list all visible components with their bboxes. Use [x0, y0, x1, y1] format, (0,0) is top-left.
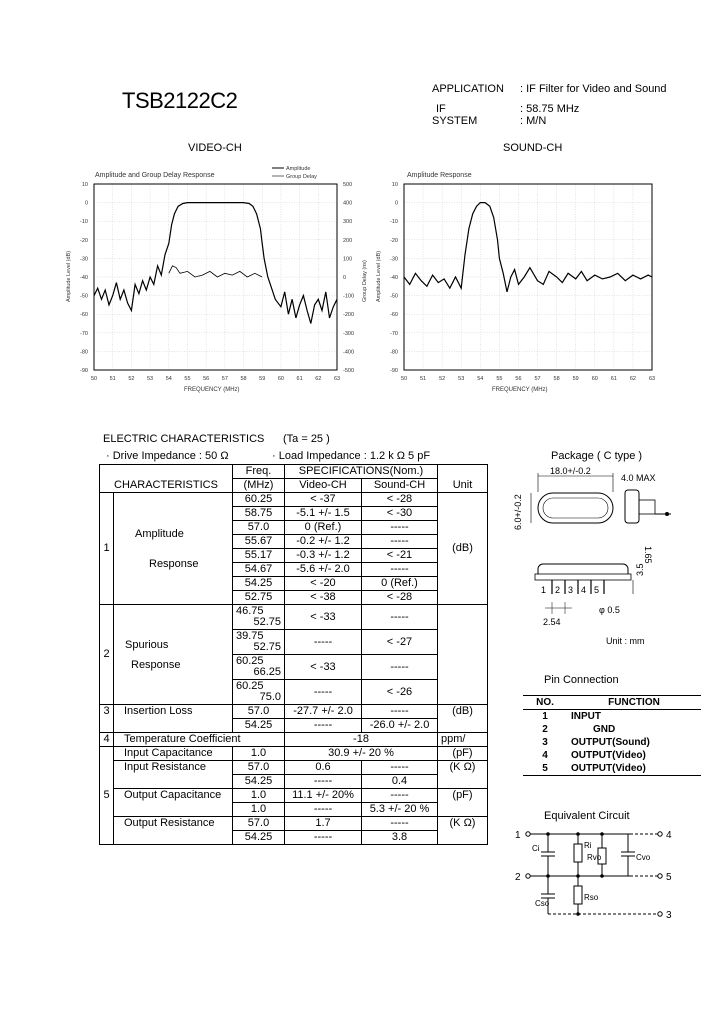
pins-col-function: FUNCTION	[567, 696, 701, 710]
video-chart	[60, 162, 370, 402]
sound-amplitude-line	[404, 203, 652, 292]
node-1-terminal	[526, 832, 530, 836]
x-tick-label: 53	[147, 376, 154, 382]
node-4-terminal	[658, 832, 662, 836]
x-tick-label: 51	[420, 376, 427, 382]
out-cap-f-0: 1.0	[233, 789, 285, 803]
in-res-f-1: 54.25	[233, 775, 285, 789]
dim-length: 18.0+/-0.2	[550, 466, 591, 476]
y2-tick-label: 500	[343, 182, 353, 188]
ins-f-1: 54.25	[233, 719, 285, 733]
amp-f-4: 55.17	[233, 549, 285, 563]
spur-name	[114, 605, 233, 705]
package-side-outline	[625, 490, 639, 523]
amp-s-5: -----	[362, 563, 438, 577]
cvo-label: Cvo	[636, 853, 651, 862]
header-specs: SPECIFICATIONS(Nom.)	[285, 465, 438, 479]
video-chart-grid	[94, 184, 337, 370]
spur-f1-0: 46.75	[236, 605, 264, 617]
spur-f-0	[233, 605, 285, 630]
header-freq: Freq.	[233, 465, 285, 479]
application-label: APPLICATION	[432, 83, 504, 95]
out-res-unit: (K Ω)	[438, 817, 488, 845]
x-tick-label: 57	[221, 376, 228, 382]
amp-v-0: < -37	[285, 493, 362, 507]
amp-no: 1	[100, 493, 114, 605]
spur-no: 2	[100, 605, 114, 705]
y-tick-label: -50	[80, 293, 88, 300]
system-label: SYSTEM	[432, 115, 478, 127]
y-tick-label: -20	[80, 237, 88, 244]
x-tick-label: 58	[553, 376, 560, 382]
y-tick-label: -70	[80, 330, 88, 337]
amp-name-1: Amplitude	[135, 527, 184, 540]
x-tick-label: 57	[534, 376, 541, 382]
amp-v-2: 0 (Ref.)	[285, 521, 362, 535]
amp-s-6: 0 (Ref.)	[362, 577, 438, 591]
spur-f-2	[233, 655, 285, 680]
spur-f2-3: 75.0	[259, 691, 281, 703]
y-tick-label: 10	[391, 182, 398, 188]
in-res-v-0: 0.6	[285, 761, 362, 775]
amp-s-4: < -21	[362, 549, 438, 563]
spur-v-2: < -33	[285, 655, 362, 680]
in-res-v-1: -----	[285, 775, 362, 789]
pin-fn-5: OUTPUT(Video)	[567, 762, 701, 776]
amp-f-0: 60.25	[233, 493, 285, 507]
header-freq-unit: (MHz)	[233, 479, 285, 493]
temp-unit: ppm/	[438, 733, 488, 747]
x-tick-label: 53	[458, 376, 465, 382]
x-tick-label: 55	[496, 376, 503, 382]
x-tick-label: 55	[184, 376, 191, 382]
sound-ylabel: Amplitude Level (dB)	[376, 250, 382, 302]
x-tick-label: 60	[277, 376, 284, 382]
package-top-outline	[538, 493, 613, 523]
drive-impedance: · Drive Impedance : 50 Ω	[106, 450, 229, 462]
sound-chart-x-ticks	[401, 376, 655, 382]
in-res-s-0: -----	[362, 761, 438, 775]
spur-f2-0: 52.75	[253, 616, 281, 628]
part-number-title: TSB2122C2	[122, 88, 238, 113]
video-chart-subtitle: Amplitude and Group Delay Response	[95, 172, 215, 179]
amp-f-2: 57.0	[233, 521, 285, 535]
spur-f-3	[233, 680, 285, 705]
node-4-label: 4	[666, 830, 672, 841]
amp-s-7: < -28	[362, 591, 438, 605]
out-cap-f-1: 1.0	[233, 803, 285, 817]
y-tick-label: -40	[390, 275, 398, 281]
amp-s-1: < -30	[362, 507, 438, 521]
sound-xlabel: FREQUENCY (MHz)	[492, 387, 548, 393]
amp-unit: (dB)	[438, 493, 488, 605]
out-res-f-1: 54.25	[233, 831, 285, 845]
if-value: : 58.75 MHz	[520, 103, 580, 115]
pin-no-1: 1	[542, 711, 548, 722]
x-tick-label: 50	[90, 376, 98, 382]
dim-height: 6.0+/-0.2	[513, 494, 523, 530]
y-tick-label: -50	[390, 293, 398, 300]
amp-f-5: 54.67	[233, 563, 285, 577]
amp-f-6: 54.25	[233, 577, 285, 591]
pin-fn-2: GND	[593, 724, 616, 735]
header-characteristics: CHARACTERISTICS	[100, 465, 233, 493]
y-tick-label: -40	[80, 275, 88, 281]
in-cap-f: 1.0	[233, 747, 285, 761]
x-tick-label: 50	[400, 376, 408, 382]
y-tick-label: -70	[390, 330, 398, 337]
spur-f-1	[233, 630, 285, 655]
x-tick-label: 59	[259, 376, 266, 382]
electric-ta: (Ta = 25 )	[283, 433, 330, 445]
y-tick-label: 10	[81, 182, 88, 188]
header-sound: Sound-CH	[362, 479, 438, 493]
temp-name: Temperature Coefficient	[114, 733, 285, 747]
y-tick-label: -80	[80, 349, 88, 356]
y-tick-label: -20	[390, 237, 398, 244]
video-chart-frame	[94, 184, 337, 370]
y-tick-label: -90	[80, 368, 88, 374]
ins-name: Insertion Loss	[114, 705, 233, 733]
video-chart-x-ticks	[91, 376, 340, 382]
pin-no-3: 3	[542, 737, 548, 748]
node-3-label: 3	[666, 910, 672, 921]
ins-no: 3	[100, 705, 114, 733]
video-group-delay-line	[169, 266, 262, 277]
x-tick-label: 51	[109, 376, 116, 382]
y-tick-label: -30	[80, 256, 88, 263]
x-tick-label: 62	[315, 376, 322, 382]
pin-label-5: 5	[594, 585, 600, 595]
x-tick-label: 63	[333, 376, 341, 382]
in-res-name: Input Resistance	[114, 761, 233, 789]
package-unit: Unit : mm	[606, 636, 645, 646]
equivalent-circuit	[510, 824, 690, 934]
pin-no-4: 4	[542, 750, 548, 761]
ins-unit: (dB)	[438, 705, 488, 733]
y-tick-label: -10	[390, 219, 398, 226]
if-label: IF	[436, 103, 446, 115]
y-tick-label: -60	[80, 312, 88, 319]
rso-label: Rso	[584, 893, 599, 902]
amp-s-2: -----	[362, 521, 438, 535]
spur-s-1: < -27	[362, 630, 438, 655]
x-tick-label: 56	[515, 376, 522, 382]
amp-v-5: -5.6 +/- 2.0	[285, 563, 362, 577]
x-tick-label: 52	[128, 376, 135, 382]
amp-v-3: -0.2 +/- 1.2	[285, 535, 362, 549]
amp-v-7: < -38	[285, 591, 362, 605]
spec-table	[99, 464, 488, 845]
x-tick-label: 54	[477, 376, 484, 382]
header-unit: Unit	[438, 465, 488, 493]
spur-f1-3: 60.25	[236, 680, 264, 692]
in-res-unit: (K Ω)	[438, 761, 488, 789]
dim-lead: 1.65	[643, 546, 653, 564]
spur-name-1: Spurious	[125, 638, 169, 651]
y2-tick-label: -300	[343, 330, 355, 337]
in-res-f-0: 57.0	[233, 761, 285, 775]
y-tick-label: -90	[390, 368, 398, 374]
sound-chart-title: SOUND-CH	[503, 142, 563, 154]
dim-pitch: 2.54	[543, 617, 561, 627]
out-res-v-1: -----	[285, 831, 362, 845]
pin-label-2: 2	[555, 585, 561, 595]
ins-s-1: -26.0 +/- 2.0	[362, 719, 438, 733]
y2-tick-label: 200	[343, 237, 353, 244]
ins-v-1: -----	[285, 719, 362, 733]
system-value: : M/N	[520, 115, 547, 127]
amp-name	[114, 493, 233, 605]
spur-f2-1: 52.75	[253, 641, 281, 653]
out-res-s-0: -----	[362, 817, 438, 831]
y2-tick-label: 100	[343, 256, 353, 263]
pin-label-1: 1	[541, 585, 547, 595]
package-drawing	[505, 466, 685, 646]
out-cap-name: Output Capacitance	[114, 789, 233, 817]
x-tick-label: 58	[240, 376, 247, 382]
ri-label: Ri	[584, 841, 592, 850]
node-1-label: 1	[515, 830, 521, 841]
in-cap-value: 30.9 +/- 20 %	[285, 747, 438, 761]
out-res-f-0: 57.0	[233, 817, 285, 831]
x-tick-label: 59	[572, 376, 579, 382]
amp-f-3: 55.67	[233, 535, 285, 549]
amp-s-0: < -28	[362, 493, 438, 507]
spur-name-2: Response	[131, 658, 181, 671]
cso-label: Cso	[535, 899, 550, 908]
x-tick-label: 54	[165, 376, 172, 382]
ins-f-0: 57.0	[233, 705, 285, 719]
pins-col-no: NO.	[523, 696, 567, 710]
y2-tick-label: -200	[343, 312, 355, 319]
temp-value: -18	[285, 733, 438, 747]
node-2-terminal	[526, 874, 530, 878]
out-cap-s-1: 5.3 +/- 20 %	[362, 803, 438, 817]
spur-s-2: -----	[362, 655, 438, 680]
out-cap-s-0: -----	[362, 789, 438, 803]
x-tick-label: 56	[203, 376, 210, 382]
pin-no-2: 2	[542, 724, 548, 735]
y-tick-label: -30	[390, 256, 398, 263]
ins-v-0: -27.7 +/- 2.0	[285, 705, 362, 719]
y-tick-label: -80	[390, 349, 398, 356]
in-cap-name: Input Capacitance	[114, 747, 233, 761]
y2-tick-label: -500	[343, 368, 355, 374]
amp-f-1: 58.75	[233, 507, 285, 521]
pin-fn-3: OUTPUT(Sound)	[571, 737, 650, 748]
x-tick-label: 60	[591, 376, 598, 382]
spur-unit-empty	[438, 605, 488, 705]
y-tick-label: 0	[84, 200, 88, 207]
pins-title: Pin Connection	[544, 674, 619, 686]
video-ylabel: Amplitude Level (dB)	[66, 250, 72, 302]
video-y2label: Group Delay (ns)	[362, 260, 368, 302]
amp-name-2: Response	[149, 557, 199, 570]
video-chart-y2-ticks	[343, 182, 354, 374]
video-amplitude-line	[94, 203, 337, 324]
x-tick-label: 62	[629, 376, 636, 382]
y-tick-label: -60	[390, 312, 398, 319]
spur-f1-1: 39.75	[236, 630, 264, 642]
amp-v-6: < -20	[285, 577, 362, 591]
spur-f1-2: 60.25	[236, 655, 264, 667]
spur-s-0: -----	[362, 605, 438, 630]
y2-tick-label: 400	[343, 200, 353, 207]
out-cap-v-0: 11.1 +/- 20%	[285, 789, 362, 803]
node-2-label: 2	[515, 872, 521, 883]
pin-label-3: 3	[568, 585, 574, 595]
amp-v-1: -5.1 +/- 1.5	[285, 507, 362, 521]
electric-heading: ELECTRIC CHARACTERISTICS	[103, 433, 265, 445]
temp-no: 4	[100, 733, 114, 747]
out-res-name: Output Resistance	[114, 817, 233, 845]
circuit-title: Equivalent Circuit	[544, 810, 630, 822]
header-video: Video-CH	[285, 479, 362, 493]
x-tick-label: 52	[439, 376, 446, 382]
node-3-terminal	[658, 912, 662, 916]
y2-tick-label: -100	[343, 293, 355, 300]
y-tick-label: 0	[394, 200, 398, 207]
node-5-terminal	[658, 874, 662, 878]
sound-chart-y-ticks	[390, 182, 398, 374]
package-title: Package ( C type )	[551, 450, 643, 462]
pin-fn-4: OUTPUT(Video)	[571, 750, 646, 761]
pin-fn-1: INPUT	[571, 711, 601, 722]
ci-label: Ci	[532, 844, 540, 853]
out-res-s-1: 3.8	[362, 831, 438, 845]
y-tick-label: -10	[80, 219, 88, 226]
node-5-label: 5	[666, 872, 672, 883]
ins-s-0: -----	[362, 705, 438, 719]
sound-chart-subtitle: Amplitude Response	[407, 172, 472, 179]
y2-tick-label: 0	[343, 275, 347, 281]
spur-v-3: -----	[285, 680, 362, 705]
sound-chart-grid	[404, 184, 652, 370]
in-cap-unit: (pF)	[438, 747, 488, 761]
out-cap-unit: (pF)	[438, 789, 488, 817]
grp5-no: 5	[100, 747, 114, 845]
amp-f-7: 52.75	[233, 591, 285, 605]
pin-label-4: 4	[581, 585, 587, 595]
in-res-s-1: 0.4	[362, 775, 438, 789]
pins-table	[523, 695, 701, 776]
dim-pin-height: 3.5	[635, 563, 645, 576]
video-chart-title: VIDEO-CH	[188, 142, 242, 154]
sound-chart	[370, 162, 670, 402]
x-tick-label: 61	[296, 376, 303, 382]
out-res-v-0: 1.7	[285, 817, 362, 831]
video-chart-y-ticks	[80, 182, 88, 374]
spur-v-0: < -33	[285, 605, 362, 630]
legend-delay-label: Group Delay	[286, 174, 317, 180]
spur-v-1: -----	[285, 630, 362, 655]
y2-tick-label: -400	[343, 349, 355, 356]
amp-s-3: -----	[362, 535, 438, 549]
spur-s-3: < -26	[362, 680, 438, 705]
rvo-label: Rvo	[587, 853, 602, 862]
dim-pin-dia: φ 0.5	[599, 605, 620, 615]
dim-max: 4.0 MAX	[621, 473, 656, 483]
legend-amplitude-label: Amplitude	[286, 166, 311, 172]
video-xlabel: FREQUENCY (MHz)	[184, 387, 240, 393]
out-cap-v-1: -----	[285, 803, 362, 817]
x-tick-label: 61	[610, 376, 617, 382]
pin-no-5: 5	[523, 762, 567, 776]
load-impedance: · Load Impedance : 1.2 k Ω 5 pF	[272, 450, 431, 462]
y2-tick-label: 300	[343, 219, 353, 226]
spur-f2-2: 66.25	[253, 666, 281, 678]
x-tick-label: 63	[648, 376, 656, 382]
application-value: : IF Filter for Video and Sound	[520, 83, 667, 95]
amp-v-4: -0.3 +/- 1.2	[285, 549, 362, 563]
